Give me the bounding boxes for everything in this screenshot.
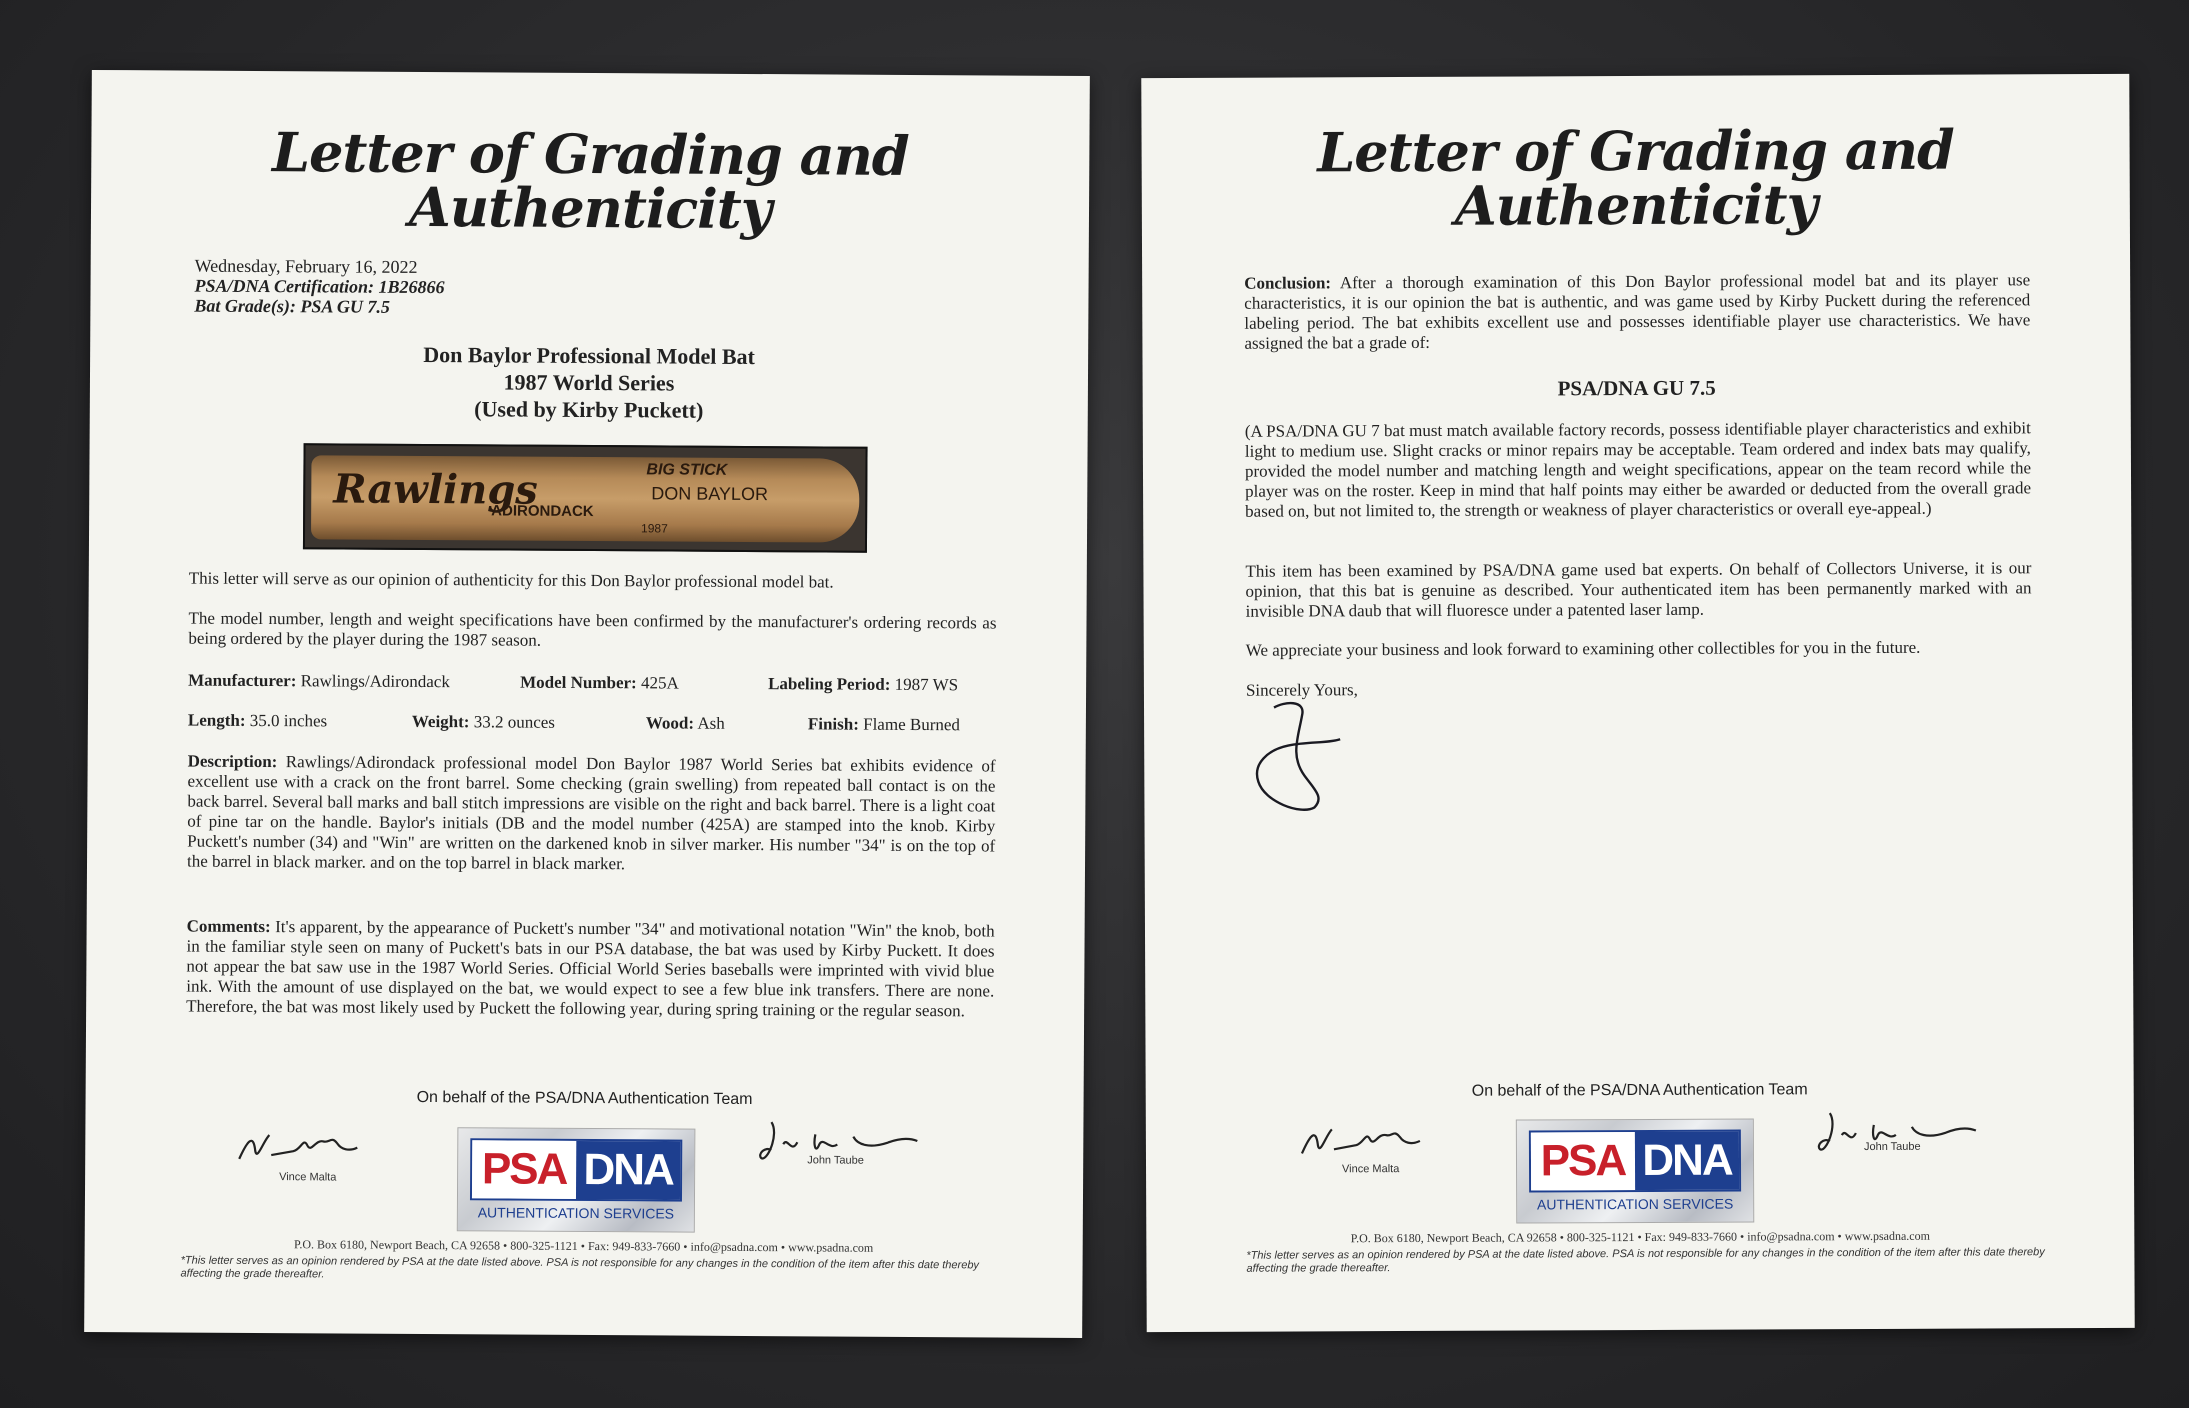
- weight-value: 33.2 ounces: [473, 712, 556, 732]
- wood-label: Wood:: [645, 713, 695, 733]
- letter-title-line2: Authenticity: [408, 174, 772, 242]
- spec-labeling: [768, 674, 958, 695]
- letter-title-line1: Letter of Grading and: [1317, 117, 1954, 185]
- vince-malta-signature: [1296, 1115, 1426, 1166]
- letter-title-line1: Letter of Grading and: [271, 120, 909, 188]
- comments-label: Comments:: [186, 916, 271, 937]
- labeling-value: 1987 WS: [894, 674, 959, 695]
- psa-logo-text: PSA: [472, 1140, 576, 1199]
- conclusion-label: Conclusion:: [1244, 273, 1332, 293]
- wood-value: Ash: [697, 713, 725, 733]
- spec-model: [520, 673, 679, 694]
- closing-signature: [1244, 697, 1375, 818]
- on-behalf-text: On behalf of the PSA/DNA Authentication Team: [1471, 1081, 1808, 1100]
- specs-note: The model number, length and weight specifications have been confirmed by the manufacturer's ordering records as being ordered by the player during the 1987 season.: [188, 608, 997, 650]
- psa-logo-text: PSA: [1531, 1132, 1635, 1190]
- model-label: Model Number:: [520, 672, 637, 693]
- labeling-label: Labeling Period:: [768, 674, 891, 694]
- footer-disclaimer: *This letter serves as an opinion rendered by PSA at the date listed above. PSA is not responsible for any changes in the condition of the item after this date thereby affecting the grade thereafter.: [180, 1254, 980, 1281]
- heading-bat-title: Don Baylor Professional Model Bat: [423, 341, 756, 370]
- auth-services-text: AUTHENTICATION SERVICES: [477, 1204, 675, 1222]
- bat-brand-logo: Rawlings: [333, 465, 538, 514]
- sincerely-text: Sincerely Yours,: [1245, 680, 1358, 700]
- manufacturer-value: Rawlings/Adirondack: [300, 671, 450, 692]
- vince-malta-signature: [233, 1121, 363, 1172]
- sig2-name: John Taube: [807, 1154, 864, 1167]
- weight-label: Weight:: [411, 711, 470, 732]
- sig1-name: Vince Malta: [279, 1171, 337, 1184]
- length-value: 35.0 inches: [249, 710, 328, 731]
- length-label: Length:: [187, 710, 246, 730]
- psa-dna-hologram: [457, 1127, 696, 1232]
- sig2-name: John Taube: [1863, 1140, 1921, 1154]
- spec-weight: [412, 712, 555, 733]
- spec-wood: [646, 713, 725, 733]
- bat-player-name: DON BAYLOR: [651, 483, 769, 505]
- examined-paragraph: This item has been examined by PSA/DNA game used bat experts. On behalf of Collectors Universe, it is our opinion, that this bat is genuine as described. Your authenticated item has been permanently marked with an invisible DNA daub that will fluoresce under a patented laser lamp.: [1245, 558, 2032, 621]
- finish-label: Finish:: [807, 714, 859, 734]
- footer-disclaimer: *This letter serves as an opinion rendered by PSA at the date listed above. PSA is not responsible for any changes in the condition of the item after this date thereby affecting the grade thereafter.: [1246, 1246, 2045, 1275]
- spec-manufacturer: [188, 671, 450, 693]
- sig1-name: Vince Malta: [1342, 1163, 1400, 1176]
- comments-paragraph: [186, 917, 995, 1022]
- letter-left: [84, 70, 1090, 1338]
- description-text: Rawlings/Adirondack professional model Don Baylor 1987 World Series bat exhibits evidence of excellent use with a crack on the front barrel. Some checking (grain swelling) from repeated ball contact is on the back barrel. Several ball marks and ball stitch impressions are visible on the right and back barrel. There is a light coat of pine tar on the handle. Baylor's initials (DB and the model number (425A) are stamped into the knob. Kirby Puckett's number (34) and "Win" are written on the darkened knob in silver marker. His number "34" is on the top of the barrel in black marker. and on the top barrel in black marker.: [186, 752, 996, 874]
- bat-image: [311, 455, 860, 542]
- auth-services-text: AUTHENTICATION SERVICES: [1536, 1195, 1734, 1213]
- grade-heading: PSA/DNA GU 7.5: [1557, 375, 1716, 401]
- certification-number: PSA/DNA Certification: 1B26866: [194, 275, 445, 298]
- finish-value: Flame Burned: [863, 714, 961, 735]
- heading-series: 1987 World Series: [503, 369, 675, 396]
- heading-used-by: (Used by Kirby Puckett): [474, 396, 704, 423]
- letter-right: [1141, 74, 2134, 1332]
- manufacturer-label: Manufacturer:: [188, 670, 297, 691]
- bat-year-stamp: 1987: [641, 521, 668, 536]
- psa-dna-hologram: [1516, 1118, 1754, 1223]
- dna-logo-text: DNA: [1635, 1132, 1739, 1190]
- grade-note: (A PSA/DNA GU 7 bat must match available factory records, possess identifiable player characteristics and exhibit light to medium use. Slight cracks or minor repairs may be acceptable. Team ordered and index bats may qualify, provided the model number and matching length and weight specifications, appear on the team record while the player was on the roster. Keep in mind that half points may either be awarded or deducted from the overall grade based on, but not limited to, the strength or weakness of player characteristics or overall eye-appeal.): [1244, 418, 2032, 521]
- appreciate-paragraph: We appreciate your business and look forward to examining other collectibles for you in the future.: [1245, 637, 1921, 660]
- psa-dna-logo: [470, 1138, 682, 1201]
- model-value: 425A: [640, 673, 679, 693]
- conclusion-text: After a thorough examination of this Don Baylor professional model bat and its player use characteristics, it is our opinion the bat is authentic, and was game used by Kirby Puckett during the referenced labeling period. The bat exhibits excellent use and possesses identifiable player use characteristics. We have assigned the bat a grade of:: [1244, 270, 2031, 353]
- dna-logo-text: DNA: [576, 1141, 680, 1200]
- footer-address: P.O. Box 6180, Newport Beach, CA 92658 • 800-325-1121 • Fax: 949-833-7660 • info@psadna.com • www.psadna.com: [1350, 1228, 1930, 1246]
- john-taube-signature: [1816, 1104, 1986, 1165]
- bat-model-stamp: BIG STICK: [646, 461, 728, 479]
- intro-text: This letter will serve as our opinion of authenticity for this Don Baylor professional model bat.: [188, 568, 834, 592]
- on-behalf-text: On behalf of the PSA/DNA Authentication Team: [416, 1088, 753, 1109]
- letter-title-line2: Authenticity: [1454, 172, 1818, 238]
- description-paragraph: [187, 752, 996, 877]
- comments-text: It's apparent, by the appearance of Puckett's number "34" and motivational notation "Win" the knob, both in the familiar style seen on many of Puckett's bats in our PSA database, the bat was used by Kirby Puckett. It does not appear the bat saw use in the 1987 World Series. Official World Series baseballs were imprinted with vivid blue ink. With the amount of use displayed on the bat, we would expect to see a few blue ink transfers. There are none. Therefore, the bat was most likely used by Puckett the following year, during spring training or the regular season.: [186, 917, 995, 1021]
- letter-date: Wednesday, February 16, 2022: [194, 255, 418, 277]
- spec-finish: [808, 714, 960, 735]
- bat-grade: Bat Grade(s): PSA GU 7.5: [194, 295, 390, 317]
- footer-address: P.O. Box 6180, Newport Beach, CA 92658 • 800-325-1121 • Fax: 949-833-7660 • info@psadna.com • www.psadna.com: [294, 1237, 874, 1255]
- bat-photo: [303, 443, 868, 552]
- bat-sub-brand: ADIRONDACK: [491, 502, 594, 521]
- spec-length: [188, 711, 327, 732]
- conclusion-paragraph: [1244, 270, 2030, 353]
- description-label: Description:: [187, 751, 278, 772]
- psa-dna-logo: [1529, 1130, 1741, 1193]
